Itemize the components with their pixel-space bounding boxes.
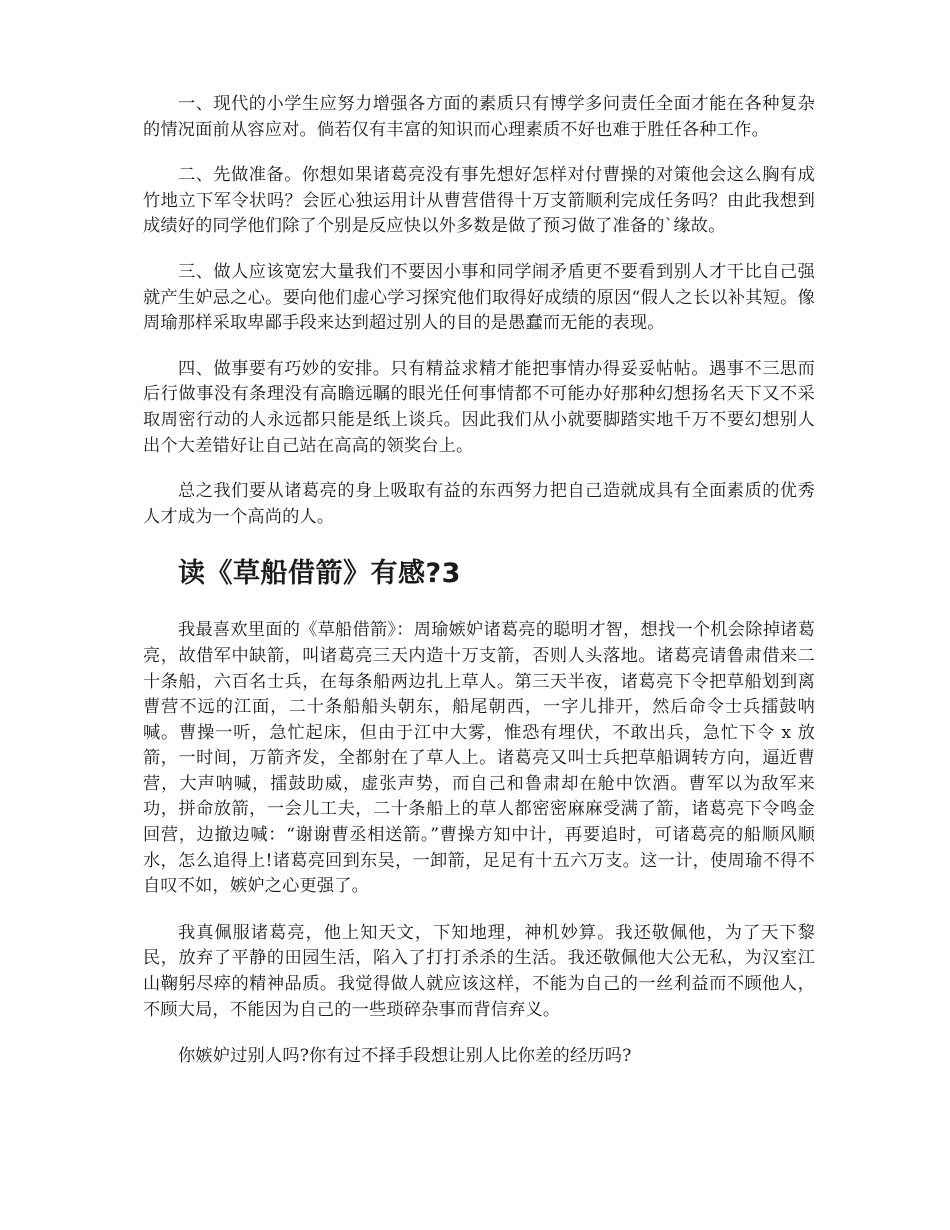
essay-heading: 读《草船借箭》有感?3 xyxy=(178,558,461,590)
document-page xyxy=(143,92,815,1091)
paragraph-question: 你嫉妒过别人吗?你有过不择手段想让别人比你差的经历吗? xyxy=(178,1046,632,1067)
paragraph-point-2: 二、先做准备。你想如果诸葛亮没有事先想好怎样对付曹操的对策他会这么胸有成竹地立下军令状吗？会匠心独运用计从曹营借得十万支箭顺利完成任务吗？由此我想到成绩好的同学他们除了个别是反应快以外多数是做了预习做了准备的`缘故。 xyxy=(143,165,815,237)
paragraph-point-3: 三、做人应该宽宏大量我们不要因小事和同学闹矛盾更不要看到别人才干比自己强就产生妒忌之心。要向他们虚心学习探究他们取得好成绩的原因“假人之长以补其短。像周瑜那样采取卑鄙手段来达到超过别人的目的是愚蠢而无能的表现。 xyxy=(143,261,815,334)
paragraph-summary: 总之我们要从诸葛亮的身上吸取有益的东西努力把自己造就成具有全面素质的优秀人才成为一个高尚的人。 xyxy=(143,481,815,527)
essay-body-section xyxy=(143,618,815,1070)
essay-conclusion-section xyxy=(143,92,815,530)
paragraph-story: 我最喜欢里面的《草船借箭》：周瑜嫉妒诸葛亮的聪明才智，想找一个机会除掉诸葛亮，故借军中缺箭，叫诸葛亮三天内造十万支箭，否则人头落地。诸葛亮请鲁肃借来二十条船，六百名士兵，在每条船两边扎上草人。第三天半夜，诸葛亮下令把草船划到离曹营不远的江面，二十条船船头朝东，船尾朝西，一字儿排开，然后命令士兵擂鼓呐喊。曹操一听，急忙起床，但由于江中大雾，惟恐有埋伏，不敢出兵，急忙下令 x 放箭，一时间，万箭齐发，全都射在了草人上。诸葛亮又叫士兵把草船调转方向，逼近曹营，大声呐喊，擂鼓助威，虚张声势，而自己和鲁肃却在舱中饮酒。曹军以为敌军来功，拼命放箭，一会儿工夫，二十条船上的草人都密密麻麻受满了箭，诸葛亮下令鸣金回营，边撤边喊：“谢谢曹丞相送箭。”曹操方知中计，再要追时，可诸葛亮的船顺风顺水，怎么追得上!诸葛亮回到东吴，一卸箭，足足有十五六万支。这一计，使周瑜不得不自叹不如，嫉妒之心更强了。 xyxy=(143,620,815,897)
paragraph-point-4: 四、做事要有巧妙的安排。只有精益求精才能把事情办得妥妥帖帖。遇事不三思而后行做事没有条理没有高瞻远瞩的眼光任何事情都不可能办好那种幻想扬名天下又不采取周密行动的人永远都只能是纸上谈兵。因此我们从小就要脚踏实地千万不要幻想别人出个大差错好让自己站在高高的领奖台上。 xyxy=(143,358,815,456)
paragraph-admiration: 我真佩服诸葛亮，他上知天文，下知地理，神机妙算。我还敬佩他，为了天下黎民，放弃了平静的田园生活，陷入了打打杀杀的生活。我还敬佩他大公无私，为汉室江山鞠躬尽瘁的精神品质。我觉得做人就应该这样，不能为自己的一丝利益而不顾他人，不顾大局，不能因为自己的一些琐碎杂事而背信弃义。 xyxy=(143,922,815,1020)
paragraph-point-1: 一、现代的小学生应努力增强各方面的素质只有博学多问责任全面才能在各种复杂的情况面前从容应对。倘若仅有丰富的知识而心理素质不好也难于胜任各种工作。 xyxy=(143,94,815,140)
